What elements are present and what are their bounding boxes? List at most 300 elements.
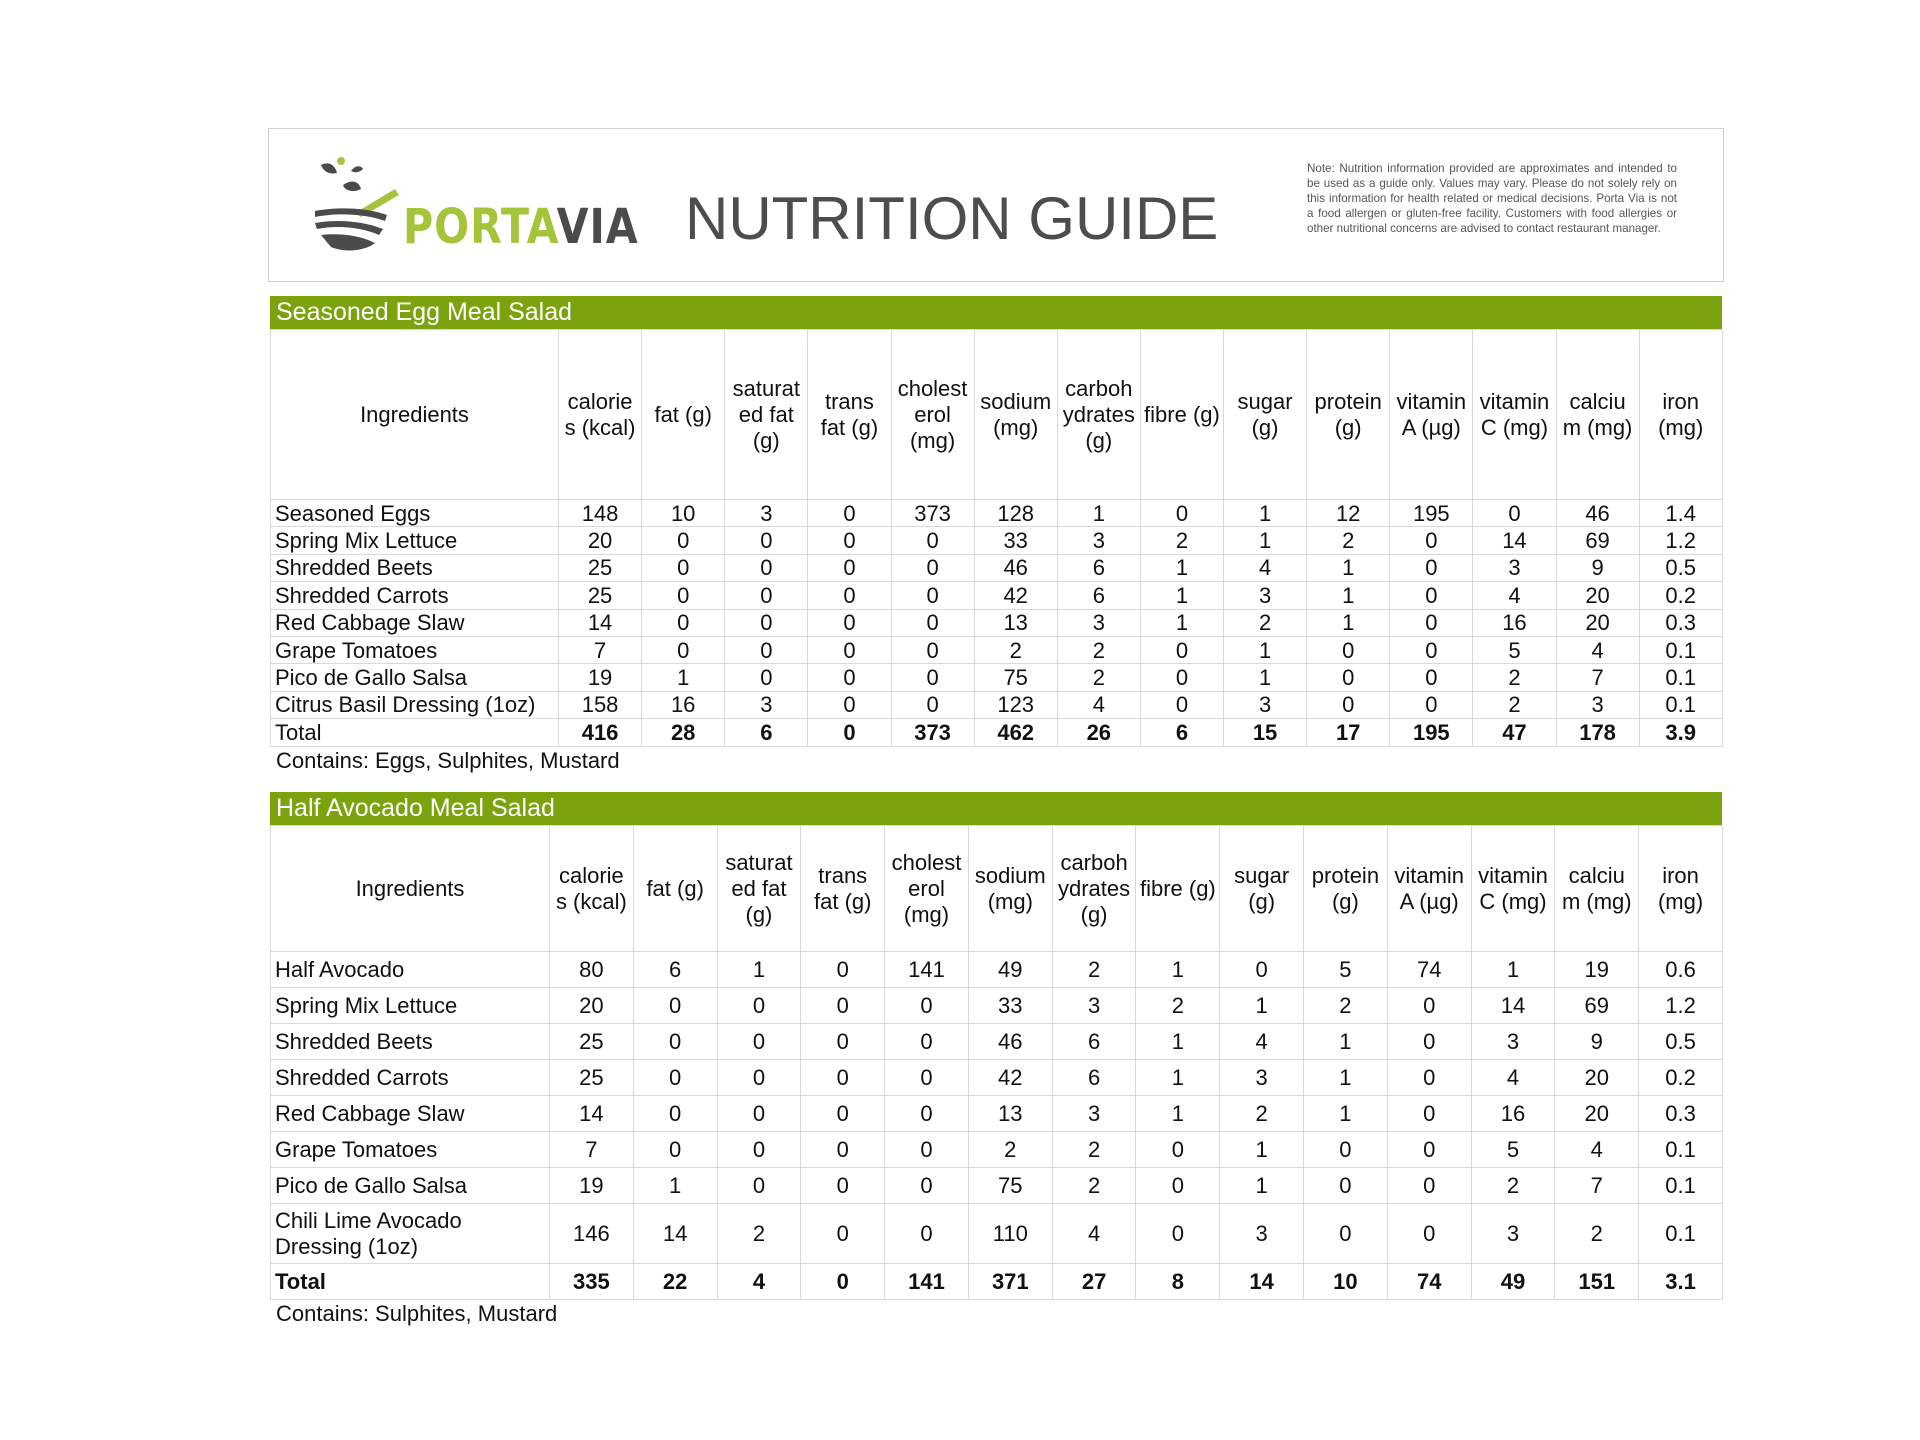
nutrient-value: 2	[1473, 691, 1556, 718]
table-row	[271, 554, 1723, 581]
nutrient-value: 14	[1473, 527, 1556, 554]
column-header: sodium (mg)	[968, 826, 1052, 952]
column-header-ingredients: Ingredients	[271, 330, 559, 500]
nutrient-value: 0	[1473, 500, 1556, 527]
nutrient-value: 0	[717, 1168, 801, 1204]
table-row	[271, 1096, 1723, 1132]
nutrient-value: 4	[1052, 1204, 1136, 1264]
nutrient-value: 42	[968, 1060, 1052, 1096]
nutrient-value: 148	[559, 500, 642, 527]
nutrient-value: 0	[891, 527, 974, 554]
nutrient-value: 0	[885, 1132, 969, 1168]
nutrient-value: 0	[808, 582, 891, 609]
nutrient-value: 0	[801, 952, 885, 988]
nutrient-value: 74	[1387, 1264, 1471, 1300]
nutrient-value: 2	[968, 1132, 1052, 1168]
table-row	[271, 1024, 1723, 1060]
nutrient-value: 0	[1307, 636, 1390, 663]
column-header: iron (mg)	[1639, 826, 1723, 952]
table-row	[271, 691, 1723, 718]
nutrient-value: 10	[1304, 1264, 1388, 1300]
column-header: fat (g)	[633, 826, 717, 952]
nutrient-value: 25	[550, 1060, 634, 1096]
column-header: vitamin C (mg)	[1473, 330, 1556, 500]
nutrient-value: 5	[1471, 1132, 1555, 1168]
nutrient-value: 0	[1304, 1168, 1388, 1204]
nutrient-value: 0	[801, 1168, 885, 1204]
nutrient-value: 0	[633, 1132, 717, 1168]
nutrient-value: 75	[968, 1168, 1052, 1204]
nutrient-value: 2	[717, 1204, 801, 1264]
nutrient-value: 12	[1307, 500, 1390, 527]
nutrient-value: 123	[974, 691, 1057, 718]
column-header: saturat ed fat (g)	[717, 826, 801, 952]
nutrient-value: 0	[801, 1264, 885, 1300]
column-header: trans fat (g)	[808, 330, 891, 500]
column-header: cholest erol (mg)	[885, 826, 969, 952]
nutrient-value: 33	[974, 527, 1057, 554]
nutrient-value: 0.1	[1639, 636, 1722, 663]
brand-part-2: VIA	[556, 199, 639, 255]
nutrient-value: 0	[725, 609, 808, 636]
nutrient-value: 0	[717, 988, 801, 1024]
nutrient-value: 5	[1304, 952, 1388, 988]
nutrient-value: 25	[559, 582, 642, 609]
nutrient-value: 195	[1390, 500, 1473, 527]
column-header: saturat ed fat (g)	[725, 330, 808, 500]
nutrient-value: 1	[1220, 988, 1304, 1024]
nutrient-value: 0	[801, 1060, 885, 1096]
column-header: sodium (mg)	[974, 330, 1057, 500]
table-row	[271, 952, 1723, 988]
disclaimer-note: Note: Nutrition information provided are approximates and intended to be used as a guide only. Values may vary. Please do not solely rely on this information for health related or medical decisions. Porta Via is not a food allergen or gluten-free facility. Customers with food allergies or other nutritional concerns are advised to contact restaurant manager.	[1307, 162, 1677, 235]
nutrient-value: 0.3	[1639, 609, 1722, 636]
nutrient-value: 141	[885, 952, 969, 988]
nutrient-value: 0	[1387, 1024, 1471, 1060]
nutrient-value: 0	[808, 609, 891, 636]
portavia-logo-icon	[315, 155, 405, 255]
nutrient-value: 0	[1387, 1168, 1471, 1204]
nutrient-value: 1	[1307, 554, 1390, 581]
nutrient-value: 14	[550, 1096, 634, 1132]
nutrient-value: 0	[633, 1024, 717, 1060]
nutrient-value: 69	[1556, 527, 1639, 554]
nutrient-value: 28	[642, 719, 725, 746]
nutrient-value: 0	[642, 582, 725, 609]
nutrient-value: 178	[1556, 719, 1639, 746]
nutrient-value: 0	[808, 500, 891, 527]
nutrient-value: 1	[1140, 554, 1223, 581]
nutrient-value: 4	[1473, 582, 1556, 609]
column-header: calciu m (mg)	[1556, 330, 1639, 500]
nutrient-value: 4	[1057, 691, 1140, 718]
nutrient-value: 3	[1471, 1204, 1555, 1264]
table-row	[271, 1060, 1723, 1096]
nutrient-value: 10	[642, 500, 725, 527]
nutrient-value: 2	[1052, 1132, 1136, 1168]
nutrient-value: 1	[1304, 1060, 1388, 1096]
nutrient-value: 25	[559, 554, 642, 581]
ingredient-name: Shredded Carrots	[271, 582, 559, 609]
column-header: sugar (g)	[1224, 330, 1307, 500]
nutrient-value: 20	[1555, 1060, 1639, 1096]
nutrient-value: 2	[1555, 1204, 1639, 1264]
ingredient-name: Red Cabbage Slaw	[271, 1096, 550, 1132]
nutrient-value: 0	[1220, 952, 1304, 988]
column-header: fibre (g)	[1140, 330, 1223, 500]
nutrient-value: 0	[891, 691, 974, 718]
nutrient-value: 0	[1140, 691, 1223, 718]
nutrient-value: 1	[633, 1168, 717, 1204]
nutrient-value: 25	[550, 1024, 634, 1060]
nutrient-value: 3	[1057, 527, 1140, 554]
nutrient-value: 2	[1052, 952, 1136, 988]
nutrient-value: 0	[885, 1060, 969, 1096]
column-header: protein (g)	[1307, 330, 1390, 500]
nutrient-value: 0	[891, 636, 974, 663]
nutrient-value: 4	[1220, 1024, 1304, 1060]
nutrient-value: 4	[1555, 1132, 1639, 1168]
nutrient-value: 8	[1136, 1264, 1220, 1300]
nutrient-value: 16	[1473, 609, 1556, 636]
nutrient-value: 7	[559, 636, 642, 663]
nutrition-guide-page	[268, 128, 1724, 1326]
nutrient-value: 6	[1052, 1060, 1136, 1096]
nutrient-value: 20	[559, 527, 642, 554]
nutrient-value: 3	[1224, 691, 1307, 718]
nutrient-value: 74	[1387, 952, 1471, 988]
nutrient-value: 0	[885, 988, 969, 1024]
ingredient-name: Half Avocado	[271, 952, 550, 988]
ingredient-name: Seasoned Eggs	[271, 500, 559, 527]
nutrient-value: 1	[1140, 609, 1223, 636]
nutrient-value: 0.1	[1639, 664, 1722, 691]
nutrient-value: 5	[1473, 636, 1556, 663]
nutrient-value: 1	[1057, 500, 1140, 527]
nutrient-value: 0	[1390, 636, 1473, 663]
ingredient-name: Grape Tomatoes	[271, 1132, 550, 1168]
nutrient-value: 1	[1224, 500, 1307, 527]
nutrient-value: 0	[725, 636, 808, 663]
nutrient-value: 4	[1556, 636, 1639, 663]
nutrient-value: 46	[1556, 500, 1639, 527]
nutrient-value: 0	[642, 609, 725, 636]
nutrient-value: 19	[1555, 952, 1639, 988]
column-header: vitamin A (µg)	[1390, 330, 1473, 500]
nutrient-value: 1	[1307, 582, 1390, 609]
column-header: protein (g)	[1304, 826, 1388, 952]
nutrient-value: 2	[1471, 1168, 1555, 1204]
nutrient-value: 0.6	[1639, 952, 1723, 988]
nutrient-value: 0	[801, 1096, 885, 1132]
table-row	[271, 582, 1723, 609]
nutrient-value: 0.1	[1639, 691, 1722, 718]
nutrient-value: 128	[974, 500, 1057, 527]
nutrient-value: 0	[891, 609, 974, 636]
table-row	[271, 500, 1723, 527]
nutrient-value: 151	[1555, 1264, 1639, 1300]
table-row	[271, 1204, 1723, 1264]
nutrient-value: 20	[1555, 1096, 1639, 1132]
nutrient-value: 0	[885, 1024, 969, 1060]
nutrient-value: 0	[717, 1096, 801, 1132]
nutrient-value: 2	[1140, 527, 1223, 554]
nutrient-value: 0	[885, 1204, 969, 1264]
nutrient-value: 14	[633, 1204, 717, 1264]
nutrient-value: 0	[808, 554, 891, 581]
nutrient-value: 3	[1473, 554, 1556, 581]
column-header: carboh ydrates (g)	[1052, 826, 1136, 952]
nutrient-value: 46	[968, 1024, 1052, 1060]
nutrient-value: 4	[717, 1264, 801, 1300]
nutrient-value: 0.1	[1639, 1132, 1723, 1168]
portavia-logo	[315, 155, 639, 255]
nutrient-value: 6	[633, 952, 717, 988]
nutrient-value: 1	[1224, 664, 1307, 691]
ingredient-name: Chili Lime Avocado Dressing (1oz)	[271, 1204, 550, 1264]
table-row	[271, 636, 1723, 663]
nutrient-value: 1	[1140, 582, 1223, 609]
nutrient-value: 42	[974, 582, 1057, 609]
column-header: carboh ydrates (g)	[1057, 330, 1140, 500]
nutrient-value: 2	[1307, 527, 1390, 554]
nutrient-value: 2	[1224, 609, 1307, 636]
nutrient-value: 1	[1304, 1024, 1388, 1060]
nutrient-value: 0	[808, 527, 891, 554]
nutrient-value: 0.1	[1639, 1204, 1723, 1264]
nutrient-value: 1	[1136, 952, 1220, 988]
ingredient-name: Red Cabbage Slaw	[271, 609, 559, 636]
nutrient-value: 0	[1387, 1204, 1471, 1264]
nutrient-value: 0	[1390, 554, 1473, 581]
nutrient-value: 2	[1220, 1096, 1304, 1132]
nutrient-value: 0	[1390, 582, 1473, 609]
nutrient-value: 3	[1556, 691, 1639, 718]
column-header: fat (g)	[642, 330, 725, 500]
nutrient-value: 1	[642, 664, 725, 691]
nutrient-value: 0	[633, 1096, 717, 1132]
nutrient-value: 158	[559, 691, 642, 718]
nutrient-value: 2	[1136, 988, 1220, 1024]
nutrient-value: 0	[1304, 1204, 1388, 1264]
nutrient-value: 0	[717, 1024, 801, 1060]
nutrient-value: 1.2	[1639, 527, 1722, 554]
nutrient-value: 0.3	[1639, 1096, 1723, 1132]
nutrient-value: 0	[801, 1024, 885, 1060]
nutrient-value: 0	[725, 664, 808, 691]
nutrient-value: 7	[1555, 1168, 1639, 1204]
nutrient-value: 0.2	[1639, 582, 1722, 609]
nutrient-value: 0	[1140, 500, 1223, 527]
nutrient-value: 0	[1390, 691, 1473, 718]
nutrient-value: 3.9	[1639, 719, 1722, 746]
nutrient-value: 19	[550, 1168, 634, 1204]
table-row	[271, 1132, 1723, 1168]
nutrient-value: 6	[1140, 719, 1223, 746]
allergen-contains: Contains: Sulphites, Mustard	[276, 1301, 558, 1326]
nutrient-value: 16	[642, 691, 725, 718]
nutrient-value: 0	[633, 1060, 717, 1096]
nutrient-value: 1.4	[1639, 500, 1722, 527]
ingredient-name: Pico de Gallo Salsa	[271, 1168, 550, 1204]
nutrient-value: 0	[642, 554, 725, 581]
nutrition-table	[270, 329, 1723, 747]
ingredient-name: Shredded Carrots	[271, 1060, 550, 1096]
nutrient-value: 26	[1057, 719, 1140, 746]
nutrient-value: 0	[642, 636, 725, 663]
nutrient-value: 0	[1387, 1096, 1471, 1132]
nutrient-value: 4	[1224, 554, 1307, 581]
nutrient-value: 0	[1136, 1132, 1220, 1168]
nutrient-value: 0	[808, 719, 891, 746]
nutrient-value: 0	[885, 1168, 969, 1204]
nutrient-value: 33	[968, 988, 1052, 1024]
ingredient-name: Total	[271, 719, 559, 746]
nutrient-value: 0	[1387, 1060, 1471, 1096]
nutrient-value: 0	[1387, 1132, 1471, 1168]
brand-wordmark	[403, 199, 639, 255]
table-row	[271, 1168, 1723, 1204]
column-header: vitamin C (mg)	[1471, 826, 1555, 952]
nutrition-table	[270, 825, 1723, 1300]
nutrient-value: 0	[717, 1060, 801, 1096]
nutrient-value: 0	[1304, 1132, 1388, 1168]
nutrient-value: 0	[808, 664, 891, 691]
column-header: calciu m (mg)	[1555, 826, 1639, 952]
nutrient-value: 6	[1057, 554, 1140, 581]
ingredient-name: Spring Mix Lettuce	[271, 988, 550, 1024]
nutrient-value: 7	[550, 1132, 634, 1168]
table-header-row	[271, 826, 1723, 952]
nutrient-value: 7	[1556, 664, 1639, 691]
nutrient-value: 462	[974, 719, 1057, 746]
nutrient-value: 3	[1052, 988, 1136, 1024]
nutrient-value: 13	[974, 609, 1057, 636]
nutrient-value: 4	[1471, 1060, 1555, 1096]
nutrient-value: 6	[725, 719, 808, 746]
nutrient-value: 3	[1052, 1096, 1136, 1132]
nutrient-value: 1	[717, 952, 801, 988]
nutrient-value: 0.2	[1639, 1060, 1723, 1096]
nutrient-value: 75	[974, 664, 1057, 691]
nutrient-value: 373	[891, 719, 974, 746]
nutrient-value: 20	[550, 988, 634, 1024]
nutrient-value: 9	[1555, 1024, 1639, 1060]
table-row	[271, 527, 1723, 554]
nutrient-value: 0	[801, 988, 885, 1024]
column-header: calorie s (kcal)	[550, 826, 634, 952]
nutrient-value: 14	[1220, 1264, 1304, 1300]
section-title: Half Avocado Meal Salad	[270, 792, 1722, 825]
total-row	[271, 719, 1723, 746]
allergen-contains: Contains: Eggs, Sulphites, Mustard	[276, 747, 620, 773]
nutrient-value: 371	[968, 1264, 1052, 1300]
nutrient-value: 0	[642, 527, 725, 554]
table-row	[271, 664, 1723, 691]
ingredient-name: Citrus Basil Dressing (1oz)	[271, 691, 559, 718]
nutrient-value: 1	[1136, 1060, 1220, 1096]
column-header: iron (mg)	[1639, 330, 1722, 500]
nutrient-value: 49	[968, 952, 1052, 988]
nutrient-value: 3	[725, 691, 808, 718]
nutrient-value: 0	[801, 1132, 885, 1168]
total-row	[271, 1264, 1723, 1300]
nutrient-value: 3	[1220, 1204, 1304, 1264]
nutrient-value: 0	[1387, 988, 1471, 1024]
nutrient-value: 0	[891, 554, 974, 581]
nutrient-value: 0	[1136, 1204, 1220, 1264]
nutrient-value: 1	[1224, 636, 1307, 663]
nutrient-value: 0	[808, 691, 891, 718]
nutrient-value: 0	[1136, 1168, 1220, 1204]
nutrient-value: 16	[1471, 1096, 1555, 1132]
nutrient-value: 0.1	[1639, 1168, 1723, 1204]
column-header-ingredients: Ingredients	[271, 826, 550, 952]
nutrient-value: 47	[1473, 719, 1556, 746]
nutrient-value: 3	[1057, 609, 1140, 636]
nutrient-value: 1	[1471, 952, 1555, 988]
column-header: vitamin A (µg)	[1387, 826, 1471, 952]
ingredient-name: Spring Mix Lettuce	[271, 527, 559, 554]
nutrient-value: 6	[1052, 1024, 1136, 1060]
section-seasoned-egg-meal-salad	[268, 296, 1724, 775]
nutrient-value: 27	[1052, 1264, 1136, 1300]
column-header: fibre (g)	[1136, 826, 1220, 952]
nutrient-value: 13	[968, 1096, 1052, 1132]
nutrient-value: 373	[891, 500, 974, 527]
nutrient-value: 3	[725, 500, 808, 527]
nutrient-value: 3	[1220, 1060, 1304, 1096]
nutrient-value: 0	[891, 582, 974, 609]
nutrient-value: 1	[1220, 1132, 1304, 1168]
nutrient-value: 335	[550, 1264, 634, 1300]
nutrient-value: 1	[1304, 1096, 1388, 1132]
ingredient-name: Grape Tomatoes	[271, 636, 559, 663]
header-box	[268, 128, 1724, 282]
nutrient-value: 0	[1390, 527, 1473, 554]
nutrient-value: 0	[725, 527, 808, 554]
section-title: Seasoned Egg Meal Salad	[270, 296, 1722, 329]
column-header: sugar (g)	[1220, 826, 1304, 952]
nutrient-value: 0	[725, 582, 808, 609]
nutrient-value: 2	[1304, 988, 1388, 1024]
table-row	[271, 988, 1723, 1024]
nutrient-value: 46	[974, 554, 1057, 581]
table-header-row	[271, 330, 1723, 500]
column-header: trans fat (g)	[801, 826, 885, 952]
nutrient-value: 0	[1140, 636, 1223, 663]
table-row	[271, 609, 1723, 636]
nutrient-value: 3	[1224, 582, 1307, 609]
nutrient-value: 1	[1220, 1168, 1304, 1204]
nutrient-value: 110	[968, 1204, 1052, 1264]
nutrient-value: 416	[559, 719, 642, 746]
nutrient-value: 0	[1390, 609, 1473, 636]
nutrient-value: 14	[1471, 988, 1555, 1024]
nutrient-value: 0	[1307, 664, 1390, 691]
nutrient-value: 0.5	[1639, 1024, 1723, 1060]
nutrient-value: 141	[885, 1264, 969, 1300]
nutrient-value: 146	[550, 1204, 634, 1264]
ingredient-name: Shredded Beets	[271, 1024, 550, 1060]
nutrient-value: 17	[1307, 719, 1390, 746]
nutrient-value: 49	[1471, 1264, 1555, 1300]
nutrient-value: 0	[1307, 691, 1390, 718]
nutrient-value: 2	[1057, 664, 1140, 691]
nutrient-value: 1	[1224, 527, 1307, 554]
nutrient-value: 2	[1473, 664, 1556, 691]
nutrient-value: 0	[633, 988, 717, 1024]
